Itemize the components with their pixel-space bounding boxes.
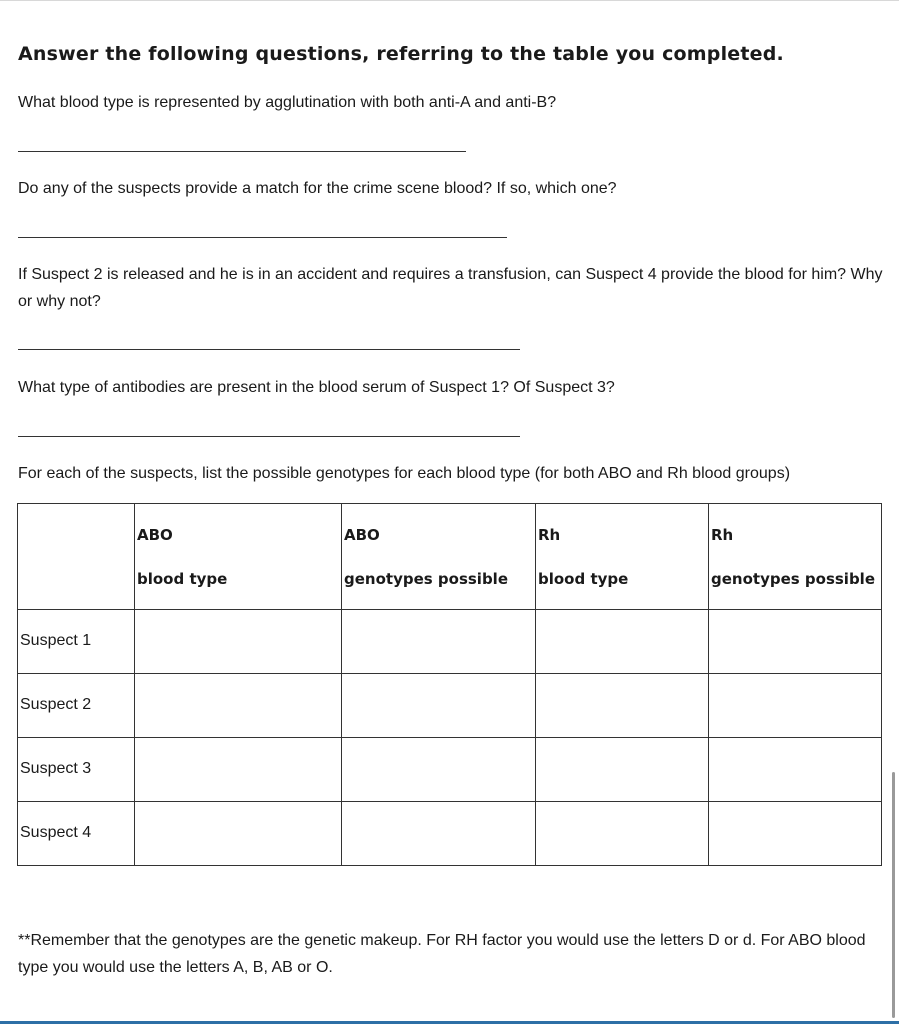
row-label-suspect-2: Suspect 2 <box>18 674 135 738</box>
table-row <box>18 610 882 674</box>
table-row <box>18 674 882 738</box>
question-1: What blood type is represented by agglutination with both anti-A and anti-B? <box>18 94 557 111</box>
table-cell[interactable] <box>342 674 536 738</box>
table-cell[interactable] <box>135 802 342 866</box>
table-cell[interactable] <box>709 738 882 802</box>
header-empty-cell <box>18 504 135 610</box>
footnote: **Remember that the genotypes are the genetic makeup. For RH factor you would use the letters D or d. For ABO blood type you would use the letters A, B, AB or O. <box>18 932 866 976</box>
table-cell[interactable] <box>135 674 342 738</box>
header-sublabel: genotypes possible <box>344 570 508 588</box>
table-cell[interactable] <box>536 610 709 674</box>
table-cell[interactable] <box>342 738 536 802</box>
table-cell[interactable] <box>536 674 709 738</box>
header-rh-genotypes <box>709 504 882 610</box>
table-cell[interactable] <box>342 610 536 674</box>
header-sublabel: blood type <box>538 570 629 588</box>
header-sublabel: blood type <box>137 570 228 588</box>
header-rh-blood-type <box>536 504 709 610</box>
table-cell[interactable] <box>536 802 709 866</box>
question-4: What type of antibodies are present in the blood serum of Suspect 1? Of Suspect 3? <box>18 379 615 396</box>
row-label-suspect-4: Suspect 4 <box>18 802 135 866</box>
table-row <box>18 738 882 802</box>
answer-line-2[interactable] <box>18 237 507 238</box>
header-abo-blood-type <box>135 504 342 610</box>
question-3: If Suspect 2 is released and he is in an accident and requires a transfusion, can Suspect 4 provide the blood for him? Why or why not? <box>18 266 883 310</box>
table-cell[interactable] <box>709 674 882 738</box>
table-cell[interactable] <box>135 738 342 802</box>
header-abo-genotypes <box>342 504 536 610</box>
question-2: Do any of the suspects provide a match for the crime scene blood? If so, which one? <box>18 180 617 197</box>
header-label: ABO <box>137 526 173 544</box>
row-label-suspect-1: Suspect 1 <box>18 610 135 674</box>
answer-line-1[interactable] <box>18 151 466 152</box>
header-label: ABO <box>344 526 380 544</box>
question-5: For each of the suspects, list the possible genotypes for each blood type (for both ABO and Rh blood groups) <box>18 465 791 482</box>
table-header-row <box>18 504 882 610</box>
header-label: Rh <box>711 526 734 544</box>
top-divider <box>0 0 899 1</box>
page-heading: Answer the following questions, referring to the table you completed. <box>18 43 784 65</box>
answer-line-4[interactable] <box>18 436 520 437</box>
row-label-suspect-3: Suspect 3 <box>18 738 135 802</box>
table-cell[interactable] <box>342 802 536 866</box>
vertical-scrollbar[interactable] <box>892 772 895 1018</box>
table-cell[interactable] <box>709 802 882 866</box>
table-row <box>18 802 882 866</box>
answer-line-3[interactable] <box>18 349 520 350</box>
table-cell[interactable] <box>536 738 709 802</box>
genotype-table <box>17 503 882 866</box>
header-sublabel: genotypes possible <box>711 570 875 588</box>
table-cell[interactable] <box>709 610 882 674</box>
table-cell[interactable] <box>135 610 342 674</box>
header-label: Rh <box>538 526 561 544</box>
